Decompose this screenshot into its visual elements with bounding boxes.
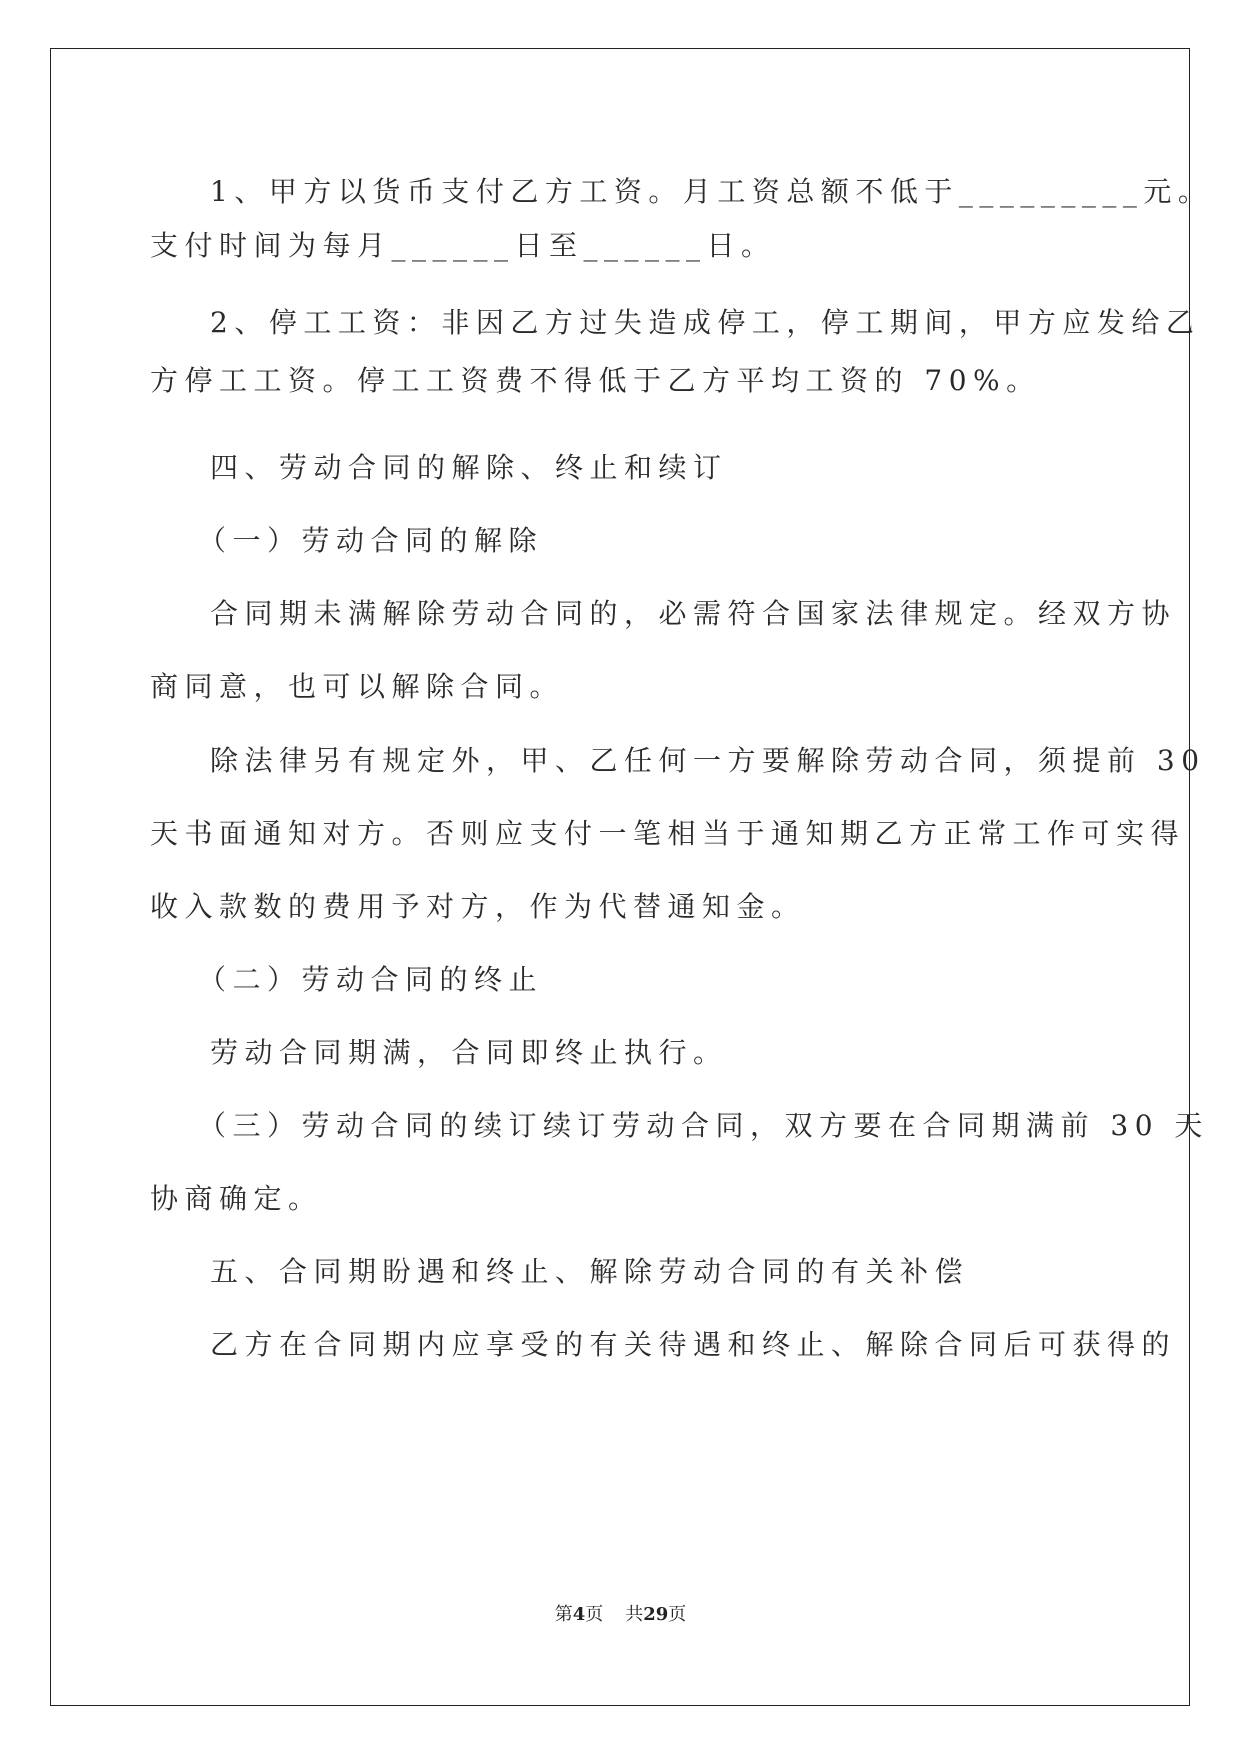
footer-total-pages: 29 xyxy=(643,1604,669,1625)
paragraph-line: 商同意，也可以解除合同。 xyxy=(150,670,565,703)
paragraph-line: 方停工工资。停工工资费不得低于乙方平均工资的 70%。 xyxy=(150,364,1041,397)
paragraph-line: 劳动合同期满，合同即终止执行。 xyxy=(210,1036,728,1069)
section-heading: 四、劳动合同的解除、终止和续订 xyxy=(210,451,728,484)
footer-page-number: 4 xyxy=(572,1604,586,1625)
paragraph-line: 2、停工工资：非因乙方过失造成停工，停工期间，甲方应发给乙 xyxy=(210,306,1201,339)
footer-page-suffix: 页 xyxy=(585,1604,604,1625)
paragraph-line: 乙方在合同期内应享受的有关待遇和终止、解除合同后可获得的 xyxy=(210,1328,1177,1361)
footer-total-prefix: 共 xyxy=(625,1604,644,1625)
subsection-heading: （二）劳动合同的终止 xyxy=(198,963,544,996)
paragraph-line: 除法律另有规定外，甲、乙任何一方要解除劳动合同，须提前 30 xyxy=(210,744,1206,777)
subsection-heading: （一）劳动合同的解除 xyxy=(198,524,544,557)
paragraph-line: 收入款数的费用予对方，作为代替通知金。 xyxy=(150,890,806,923)
paragraph-line: 支付时间为每月______日至______日。 xyxy=(150,229,776,262)
footer-page-prefix: 第 xyxy=(554,1604,573,1625)
paragraph-line: 协商确定。 xyxy=(150,1182,323,1215)
paragraph-line: 1、甲方以货币支付乙方工资。月工资总额不低于_________元。 xyxy=(210,175,1213,208)
paragraph-line: 合同期未满解除劳动合同的，必需符合国家法律规定。经双方协 xyxy=(210,597,1177,630)
paragraph-line: 天书面通知对方。否则应支付一笔相当于通知期乙方正常工作可实得 xyxy=(150,817,1186,850)
subsection-heading: （三）劳动合同的续订续订劳动合同，双方要在合同期满前 30 天 xyxy=(198,1109,1209,1142)
footer-total-suffix: 页 xyxy=(668,1604,687,1625)
section-heading: 五、合同期盼遇和终止、解除劳动合同的有关补偿 xyxy=(210,1255,970,1288)
page-footer xyxy=(0,1603,1241,1627)
page-border xyxy=(50,48,1213,1706)
